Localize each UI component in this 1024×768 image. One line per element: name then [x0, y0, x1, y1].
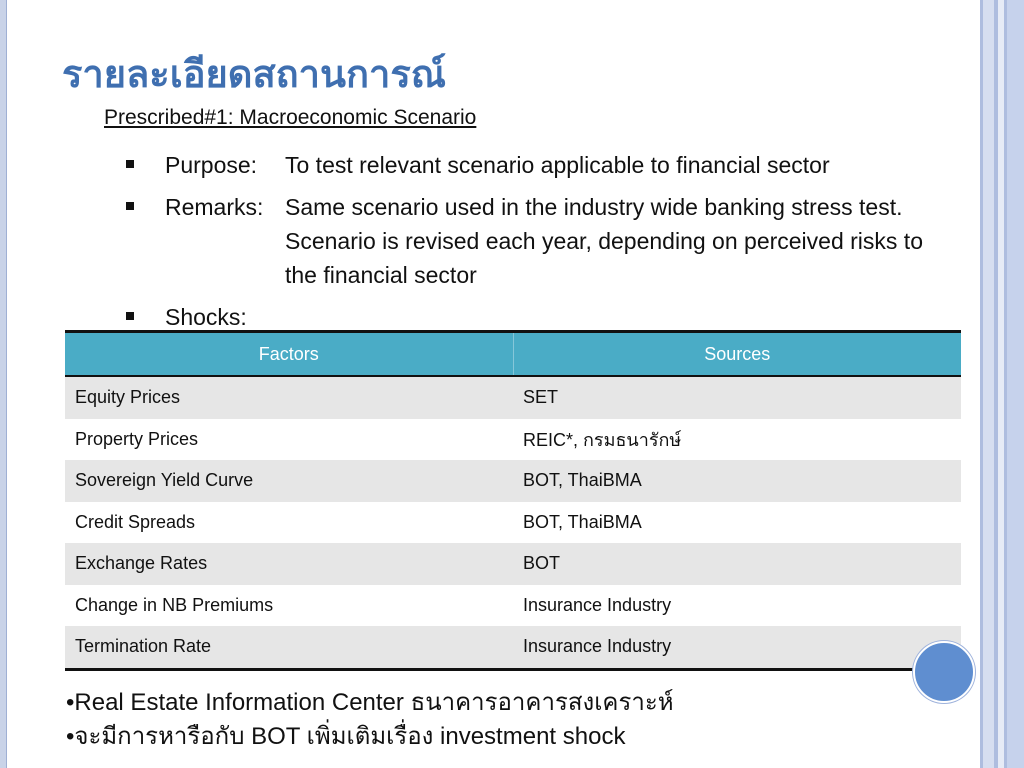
- source-cell: BOT, ThaiBMA: [513, 502, 961, 544]
- table-row: [65, 585, 961, 627]
- bullet-text: To test relevant scenario applicable to financial sector: [285, 152, 830, 178]
- square-bullet-icon: [126, 312, 134, 320]
- footnotes: [66, 686, 926, 754]
- table-row: [65, 376, 961, 419]
- source-cell: Insurance Industry: [513, 626, 961, 668]
- header-sources: Sources: [513, 333, 961, 376]
- bullet-label: Remarks:: [165, 194, 264, 220]
- factor-cell: Equity Prices: [65, 376, 513, 419]
- bullet-label: Shocks:: [165, 304, 247, 330]
- bullet-text: Same scenario used in the industry wide banking stress test. Scenario is revised each year, depending on perceived risks to the financial sector: [285, 194, 923, 288]
- table-row: [65, 626, 961, 668]
- header-factors: Factors: [65, 333, 513, 376]
- bullet-label: Purpose:: [165, 152, 258, 178]
- source-cell: BOT: [513, 543, 961, 585]
- right-stripe-decoration: [974, 0, 1024, 768]
- left-border-decoration: [0, 0, 7, 768]
- bullet-list: [120, 148, 940, 342]
- source-cell: SET: [513, 376, 961, 419]
- table-row: [65, 543, 961, 585]
- table-row: [65, 460, 961, 502]
- source-cell: Insurance Industry: [513, 585, 961, 627]
- footnote-line: •Real Estate Information Center ธนาคารอาคารสงเคราะห์: [66, 689, 674, 716]
- factor-cell: Change in NB Premiums: [65, 585, 513, 627]
- square-bullet-icon: [126, 202, 134, 210]
- source-cell: BOT, ThaiBMA: [513, 460, 961, 502]
- square-bullet-icon: [126, 160, 134, 168]
- factor-cell: Exchange Rates: [65, 543, 513, 585]
- bullet-remarks: [120, 190, 940, 292]
- factor-cell: Termination Rate: [65, 626, 513, 668]
- factor-cell: Sovereign Yield Curve: [65, 460, 513, 502]
- slide-title: รายละเอียดสถานการณ์: [62, 52, 446, 96]
- footnote-line: •จะมีการหารือกับ BOT เพิ่มเติมเรื่อง investment shock: [66, 723, 626, 750]
- source-cell: REIC*, กรมธนารักษ์: [513, 419, 961, 461]
- bullet-shocks: [120, 300, 940, 334]
- factor-cell: Property Prices: [65, 419, 513, 461]
- factor-cell: Credit Spreads: [65, 502, 513, 544]
- table-header-row: [65, 333, 961, 376]
- table-row: [65, 419, 961, 461]
- table-row: [65, 502, 961, 544]
- bullet-purpose: [120, 148, 940, 182]
- shocks-table: [65, 330, 961, 671]
- scenario-subtitle: Prescribed#1: Macroeconomic Scenario: [104, 106, 477, 129]
